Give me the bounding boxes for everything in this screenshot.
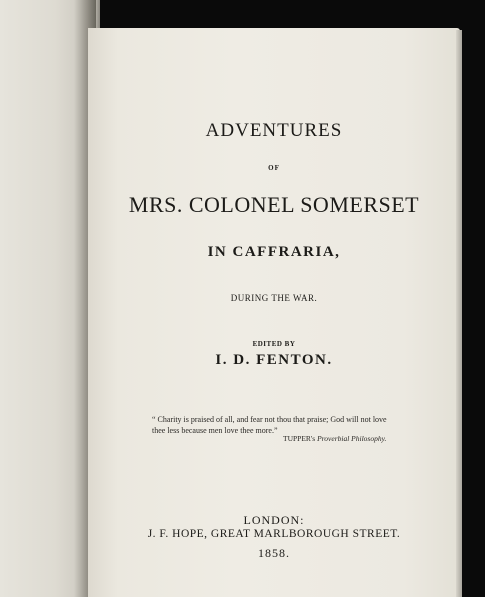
title-location: IN CAFFRARIA, bbox=[207, 244, 341, 260]
imprint-publisher: J. F. HOPE, GREAT MARLBOROUGH STREET. bbox=[147, 528, 401, 540]
title-page bbox=[88, 28, 460, 597]
title-connector-of: OF bbox=[268, 164, 280, 172]
title-period: DURING THE WAR. bbox=[230, 293, 318, 303]
epigraph-attribution bbox=[283, 434, 386, 443]
attribution-work: Proverbial Philosophy. bbox=[317, 434, 387, 443]
imprint-city: LONDON: bbox=[243, 513, 305, 527]
imprint-year: 1858. bbox=[258, 546, 290, 560]
epigraph-quote: “ Charity is praised of all, and fear not thou that praise; God will not love thee less because men love thee more.” bbox=[152, 415, 387, 435]
page-edge bbox=[456, 30, 462, 597]
attribution-author: TUPPER's bbox=[283, 434, 316, 443]
title-line-adventures: ADVENTURES bbox=[205, 120, 343, 141]
editor-name: I. D. FENTON. bbox=[215, 352, 333, 368]
title-subject: MRS. COLONEL SOMERSET bbox=[128, 192, 420, 217]
edited-by-label: EDITED BY bbox=[252, 340, 296, 348]
